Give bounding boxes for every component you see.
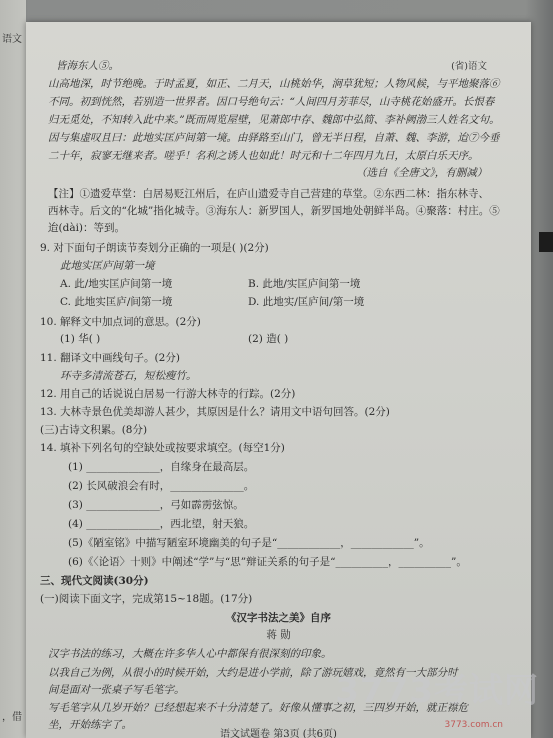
notes-line: 【注】①遗爱草堂：白居易贬江州后，在庐山遗爱寺自己营建的草堂。②东西二林：指东林寺、 <box>48 188 489 200</box>
question-14-item: (1) ______________，自缘身在最高层。 <box>68 461 255 473</box>
option-d: D. 此地实/匡庐间/第一境 <box>248 296 365 308</box>
question-14-item: (3) ______________，弓如霹雳弦惊。 <box>68 499 244 511</box>
passage-line: 山高地深，时节绝晚。于时孟夏，如正、二月天，山桃始华，涧草犹短；人物风候，与平地聚落⑥ <box>48 78 500 90</box>
question-11-sentence: 环寺多清流苍石，短松瘦竹。 <box>60 370 197 382</box>
page-edge-tab <box>539 232 553 252</box>
option-a: A. 此/地实匡庐间第一境 <box>60 278 173 290</box>
adjacent-page-text: ，借 <box>2 712 22 723</box>
passage-source: （选自《全唐文》，有删减） <box>356 167 488 179</box>
passage-line: 二十年，寂寥无继来者。嗟乎！名利之诱人也如此！时元和十二年四月九日，太原白乐天序。 <box>48 150 479 162</box>
question-10-item-1: (1) 华( ) <box>60 333 101 345</box>
page-header: (省)语文 <box>451 61 487 72</box>
question-12: 12. 用自己的话说说白居易一行游大林寺的行踪。(2分) <box>40 388 296 400</box>
question-10: 10. 解释文中加点词的意思。(2分) <box>40 316 201 328</box>
question-14-item: (6)《〈论语〉十则》中阐述“学”与“思”辩证关系的句子是“__________，__________”。 <box>68 556 467 568</box>
article-line: 间是面对一张桌子写毛笔字。 <box>48 684 185 696</box>
article-line: 以我自己为例，从很小的时候开始，大约是进小学前，除了游玩嬉戏，竟然有一大部分时 <box>48 667 458 679</box>
article-title: 《汉字书法之美》自序 <box>226 612 331 624</box>
section-classical-accumulation: (三)古诗文积累。(8分) <box>40 424 148 436</box>
exam-page <box>26 22 531 738</box>
page-footer: 语文试题卷 第3页 (共6页) <box>220 729 337 738</box>
notes-line: 西林寺。后文的“化城”指化城寺。③海东人：新罗国人，新罗国地处朝鲜半岛。④聚落：村庄。⑤ <box>48 205 500 217</box>
passage-line: 因与集虚叹且曰：此地实匡庐间第一境。由驿路至山门，曾无半日程，自萧、魏、李游，迨⑦今垂 <box>48 132 500 144</box>
notes-line: 迨(dài)：等到。 <box>48 222 126 234</box>
question-14-item: (5)《陋室铭》中描写陋室环境幽美的句子是“____________，____________”。 <box>68 537 430 549</box>
question-14: 14. 填补下列名句的空缺处或按要求填空。(每空1分) <box>40 442 285 454</box>
watermark-logo: 3773考试网 <box>335 671 539 711</box>
article-line: 坐，开始练字了。 <box>48 719 132 731</box>
option-b: B. 此地/实匡庐间第一境 <box>248 278 361 290</box>
article-line: 汉字书法的练习，大概在许多华人心中都保有很深刻的印象。 <box>48 648 332 660</box>
watermark-url: 3773.com.cn <box>444 720 503 730</box>
question-9-sentence: 此地实匡庐间第一境 <box>60 260 155 272</box>
option-c: C. 此地实匡庐/间第一境 <box>60 296 173 308</box>
adjacent-page-strip <box>0 0 26 738</box>
adjacent-page-label: 语文 <box>2 34 22 45</box>
section-modern-sub: (一)阅读下面文字，完成第15~18题。(17分) <box>40 593 253 605</box>
passage-line: 皆海东人⑤。 <box>56 60 119 72</box>
question-10-item-2: (2) 造( ) <box>248 333 289 345</box>
article-author: 蒋 勋 <box>266 629 291 641</box>
question-11: 11. 翻译文中画线句子。(2分) <box>40 352 180 364</box>
question-13: 13. 大林寺景色优美却游人甚少，其原因是什么？请用文中语句回答。(2分) <box>40 406 390 418</box>
passage-line: 不同。初到恍然，若别造一世界者。因口号绝句云：“人间四月芳菲尽，山寺桃花始盛开。长恨春 <box>48 96 495 108</box>
article-line: 写毛笔字从几岁开始？已经想起来不十分清楚了。好像从懂事之初，三四岁开始，就正襟危 <box>48 702 468 714</box>
passage-line: 归无觅处，不知转入此中来。”既而周览屋壁，见萧郎中存、魏郎中弘简、李补阙渤三人姓名文句。 <box>48 114 500 126</box>
section-modern-reading: 三、现代文阅读(30分) <box>40 575 149 587</box>
question-14-item: (2) 长风破浪会有时，______________。 <box>68 480 255 492</box>
question-14-item: (4) ______________，西北望，射天狼。 <box>68 518 255 530</box>
question-9: 9. 对下面句子朗读节奏划分正确的一项是( )(2分) <box>40 242 269 254</box>
